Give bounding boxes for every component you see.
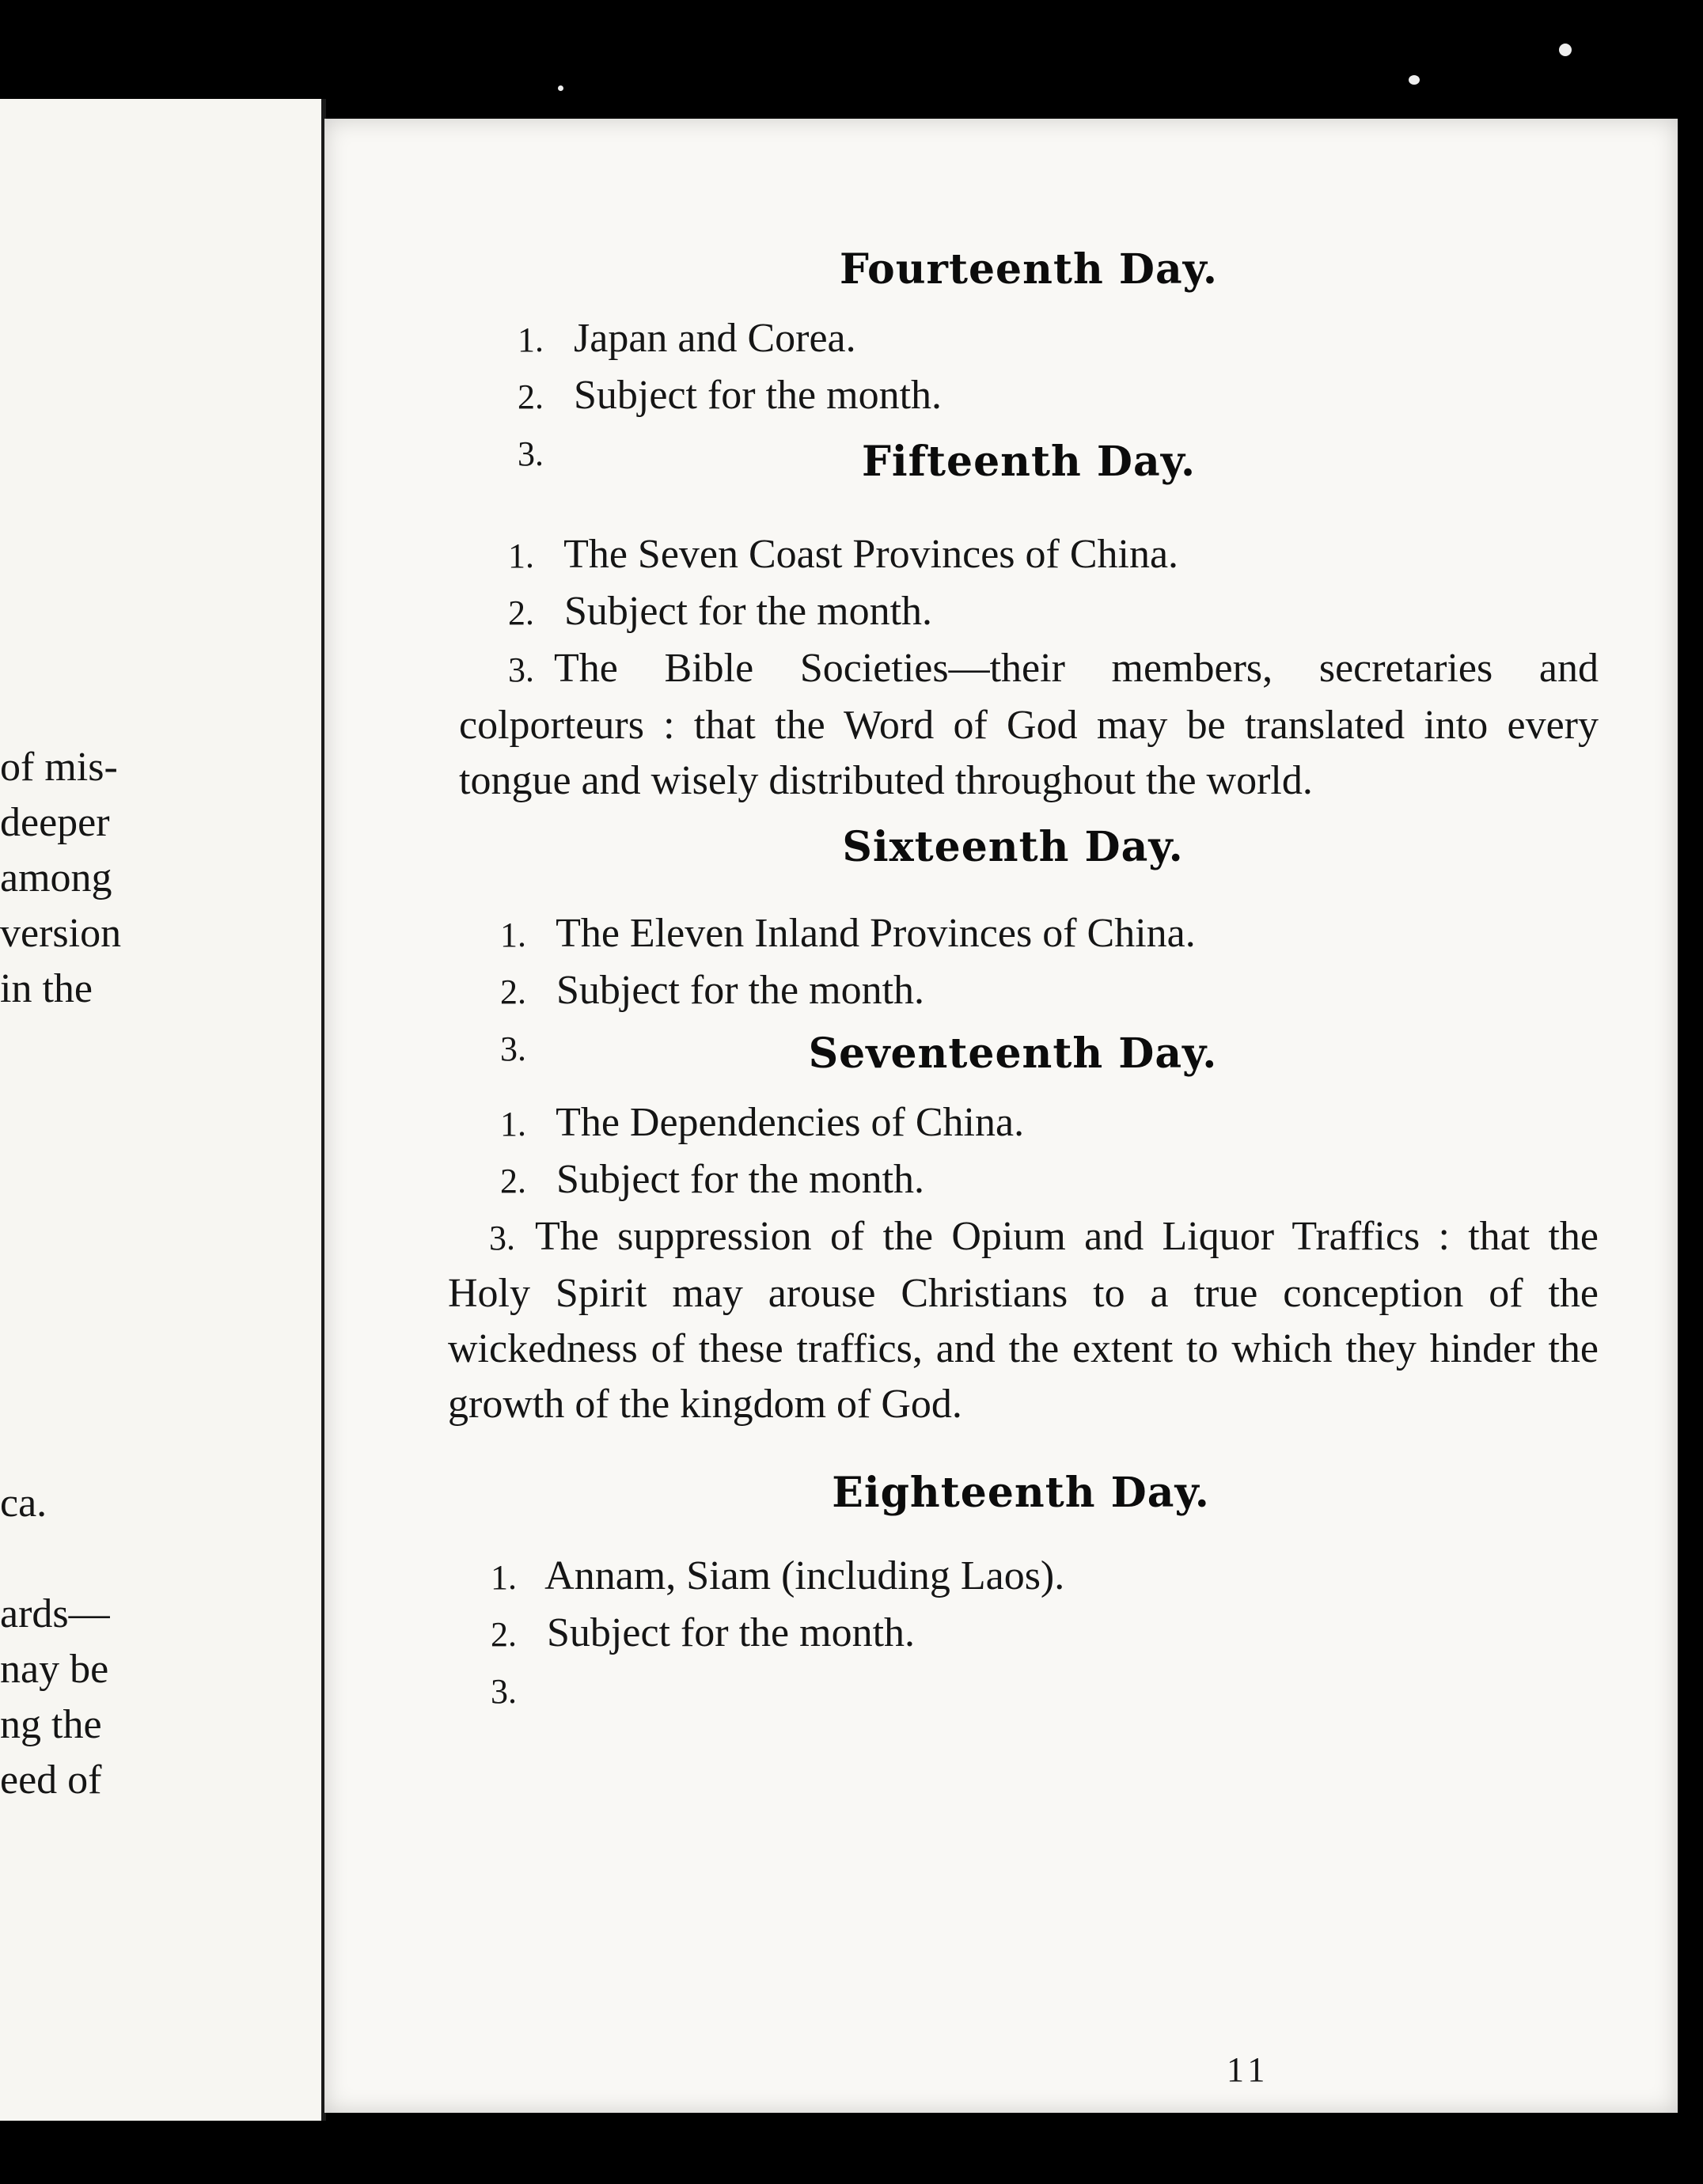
list-item [459,584,1599,641]
day-heading: Fifteenth Day. [861,438,1197,486]
left-page-fragment [0,99,326,2121]
item-number: 3. [508,650,534,689]
left-line: nay be [0,1647,109,1692]
item-number: 2. [500,1162,526,1200]
list-item [459,311,1599,368]
item-number: 1. [508,537,534,575]
list-item-paragraph [459,641,1599,809]
left-line: of mis- [0,745,118,790]
item-number: 3. [489,1219,515,1257]
item-number: 1. [491,1558,517,1597]
item-number: 3. [500,1029,526,1068]
item-text: Subject for the month. [556,968,925,1013]
list-item [459,1549,1599,1606]
item-text: Subject for the month. [556,1157,925,1202]
item-text: Japan and Corea. [574,316,856,361]
item-number: 2. [508,593,534,632]
day-section-seventeenth [448,1029,1599,1432]
item-text: Subject for the month. [547,1610,916,1655]
item-text: The Bible Societies—their members, secretaries and colporteurs : that the Word of God may be translated into every tongue and wisely distributed throughout the world. [459,646,1599,803]
list-item [459,527,1599,584]
item-number: 2. [491,1615,517,1654]
day-section-eighteenth [459,1469,1599,1720]
scan-speck [558,85,563,91]
scan-speck [1559,44,1572,56]
item-number: 1. [500,1105,526,1143]
day-heading: Sixteenth Day. [842,823,1184,871]
item-number: 1. [500,916,526,954]
item-number: 3. [518,434,544,473]
day-section-fifteenth [459,438,1599,809]
right-page [324,119,1678,2113]
item-text: The Seven Coast Provinces of China. [563,532,1179,577]
day-heading: Eighteenth Day. [832,1469,1210,1517]
left-line: among [0,855,112,901]
list-item [459,963,1599,1020]
item-number: 2. [518,377,544,416]
page-number: 11 [1227,2050,1270,2089]
item-text: The suppression of the Opium and Liquor Traffics : that the Holy Spirit may arouse Christians to a true conception of the wickedness of these traffics, and the extent to which they hinder the growth of the kingdom of God. [448,1214,1599,1427]
left-line: ca. [0,1481,47,1526]
item-number: 3. [491,1672,517,1711]
item-number: 2. [500,973,526,1011]
list-item [459,1095,1599,1152]
left-line: ng the [0,1702,102,1747]
left-line: deeper [0,800,110,845]
left-line: in the [0,966,93,1011]
day-heading: Fourteenth Day. [839,245,1219,294]
page-body [448,245,1599,1720]
list-item-paragraph [448,1209,1599,1432]
item-text: Subject for the month. [574,373,943,418]
left-line: ards— [0,1591,110,1636]
list-item [459,906,1599,963]
item-text: The Dependencies of China. [556,1100,1025,1145]
item-text: Subject for the month. [564,589,933,634]
item-text: Annam, Siam (including Laos). [544,1553,1065,1598]
left-line: eed of [0,1757,102,1803]
item-text: The Eleven Inland Provinces of China. [556,911,1196,956]
list-item [459,1663,1599,1720]
item-number: 1. [518,320,544,359]
scan-speck [1409,75,1420,85]
list-item [459,368,1599,425]
day-heading: Seventeenth Day. [808,1029,1218,1078]
left-line: version [0,911,122,956]
list-item [459,1606,1599,1663]
list-item [459,1152,1599,1209]
